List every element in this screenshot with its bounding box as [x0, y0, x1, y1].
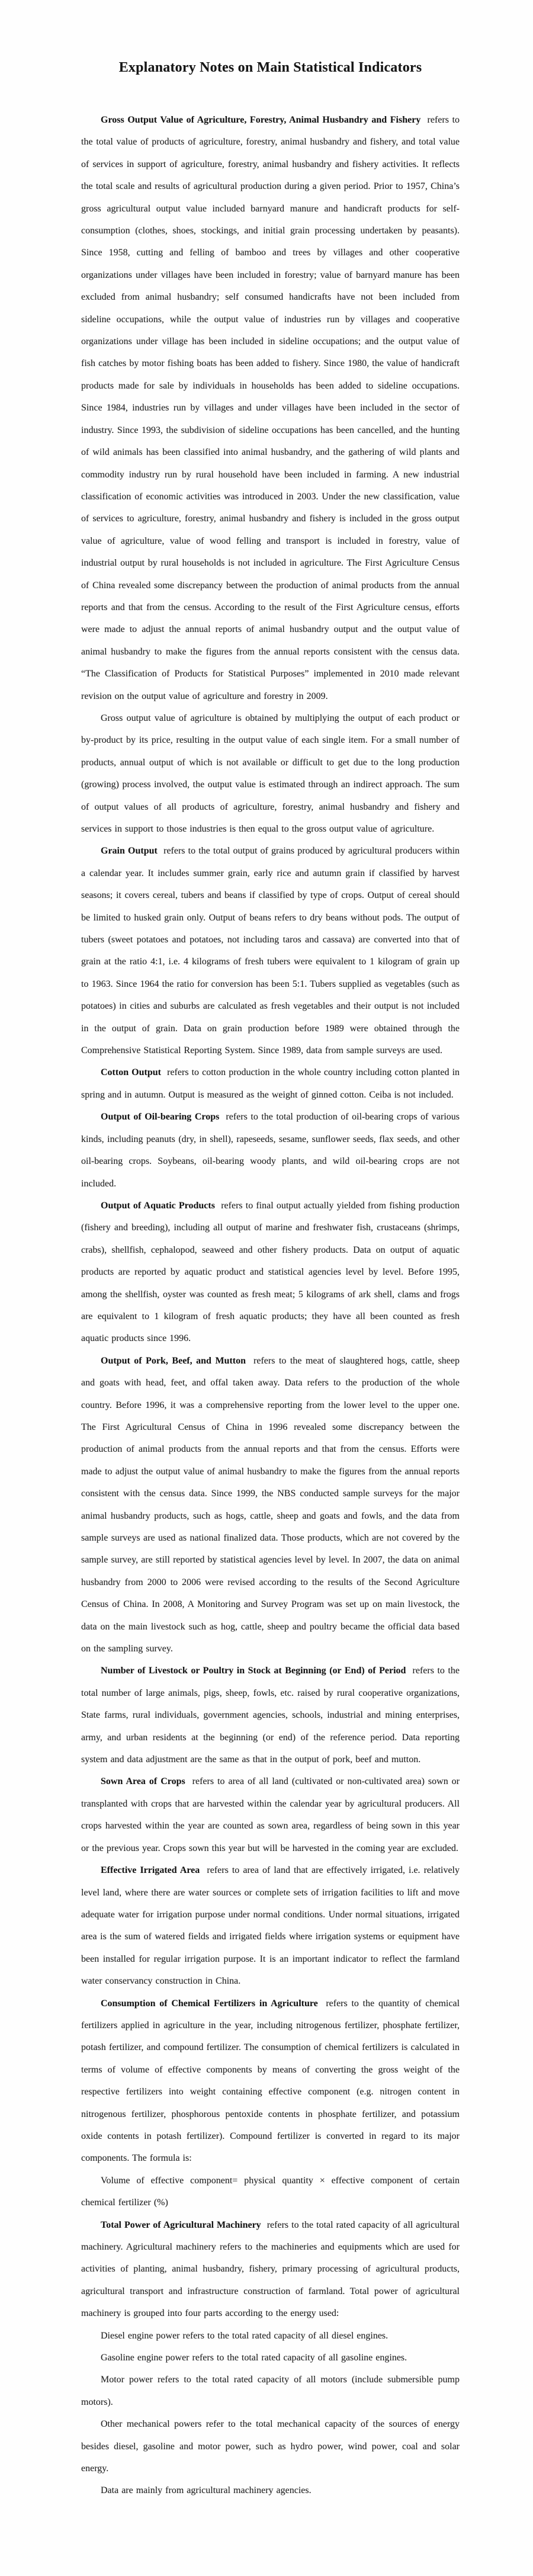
paragraph-text: refers to the total rated capacity of all agricultural machinery. Agricultural machinery refers to the machineries and equipments which are used for activities of planting, animal husbandry, fishery, primary processing of agricultural products, agricultural transport and infrastructure construction of farmland. Total power of agricultural machinery is grouped into four parts according to the energy used:: [81, 2219, 460, 2319]
paragraph-number-of-livestock-or-poultry-in-stock-at-begin: [81, 1660, 460, 1770]
paragraph-text: refers to the meat of slaughtered hogs, cattle, sheep and goats with head, feet, and offal taken away. Data refers to the production of the whole country. Before 1996, it was a comprehensive reporting from the lower level to the upper one. The First Agricultural Census of China in 1996 revealed some discrepancy between the production of animal products from the annual reports and that from the census. Efforts were made to adjust the output value of animal husbandry to make the figures from the annual reports consistent with the census data. Since 1999, the NBS conducted sample surveys for the major animal husbandry products, such as hogs, cattle, sheep and goats and fowls, and the data from sample surveys are used as national finalized data. Those products, which are not covered by the sample survey, are still reported by statistical agencies level by level. In 2007, the data on animal husbandry from 2000 to 2006 were revised according to the results of the Second Agriculture Census of China. In 2008, A Monitoring and Survey Program was set up on main livestock, the data on the main livestock such as hog, cattle, sheep and poultry became the official data based on the sampling survey.: [81, 1355, 460, 1654]
paragraph-17: [81, 2413, 460, 2479]
document-body: [81, 109, 460, 2502]
indicator-term: Cotton Output: [101, 1067, 161, 1078]
paragraph-consumption-of-chemical-fertilizers-in-agricultu: [81, 1993, 460, 2170]
indicator-term: Effective Irrigated Area: [101, 1865, 200, 1876]
indicator-term: Grain Output: [101, 846, 158, 856]
paragraph-text: refers to cotton production in the whole country including cotton planted in spring and in autumn. Output is measured as the weight of ginned cotton. Ceiba is not included.: [81, 1067, 460, 1100]
indicator-term: Output of Aquatic Products: [101, 1200, 215, 1211]
paragraph-gross-output-value-of-agriculture-forestry-anima: [81, 109, 460, 707]
paragraph-grain-output: [81, 840, 460, 1061]
paragraph-text: refers to area of all land (cultivated or non-cultivated area) sown or transplanted with crops that are harvested within the calendar year by agricultural producers. All crops harvested within the year are counted as sown area, regardless of being sown in this year or the previous year. Crops sown this year but will be harvested in the coming year are excluded.: [81, 1776, 460, 1853]
paragraph-total-power-of-agricultural-machinery: [81, 2214, 460, 2325]
paragraph-text: refers to final output actually yielded from fishing production (fishery and breeding), including all output of marine and freshwater fish, crustaceans (shrimps, crabs), shellfish, cephalopod, seaweed and other fishery products. Data on output of aquatic products are reported by aquatic product and statistical agencies level by level. Before 1995, among the shellfish, oyster was counted as fresh meat; 5 kilograms of ark shell, clams and frogs are equivalent to 1 kilogram of fresh aquatic products; they have all been counted as fresh aquatic products since 1996.: [81, 1200, 460, 1344]
document-title: Explanatory Notes on Main Statistical Indicators: [118, 60, 422, 75]
paragraph-text: Volume of effective component= physical quantity × effective component of certain chemical fertilizer (%): [81, 2175, 460, 2208]
indicator-term: Gross Output Value of Agriculture, Forestry, Animal Husbandry and Fishery: [101, 115, 421, 125]
paragraph-12: [81, 2170, 460, 2214]
paragraph-text: Gasoline engine power refers to the total rated capacity of all gasoline engines.: [101, 2353, 407, 2363]
paragraph-text: Diesel engine power refers to the total rated capacity of all diesel engines.: [101, 2330, 388, 2341]
paragraph-output-of-aquatic-products: [81, 1195, 460, 1350]
paragraph-text: refers to the total production of oil-bearing crops of various kinds, including peanuts (dry, in shell), rapeseeds, sesame, sunflower seeds, flax seeds, and other oil-bearing crops. Soybeans, oil-bearing woody plants, and wild oil-bearing crops are not included.: [81, 1112, 460, 1189]
paragraph-14: [81, 2325, 460, 2347]
paragraph-2: [81, 707, 460, 840]
indicator-term: Sown Area of Crops: [101, 1776, 185, 1787]
paragraph-text: Data are mainly from agricultural machinery agencies.: [101, 2485, 312, 2496]
paragraph-text: Other mechanical powers refer to the total mechanical capacity of the sources of energy besides diesel, gasoline and motor power, such as hydro power, wind power, coal and solar energy.: [81, 2419, 460, 2474]
paragraph-text: refers to the total value of products of agriculture, forestry, animal husbandry and fishery, and total value of services in support of agriculture, forestry, animal husbandry and fishery activities. It reflects the total scale and results of agricultural production during a given period. Prior to 1957, China’s gross agricultural output value included barnyard manure and handicraft products for self-consumption (clothes, shoes, stockings, and initial grain processing undertaken by peasants). Since 1958, cutting and felling of bamboo and trees by villages and other cooperative organizations under villages have been included in forestry; value of barnyard manure has been excluded from animal husbandry; self consumed handicrafts have not been included from sideline occupations, while the output value of industries run by villages and cooperative organizations under village has been included in sideline occupations; and the output value of fish catches by motor fishing boats has been added to fishery. Since 1980, the value of handicraft products made for sale by individuals in households has been added to sideline occupations. Since 1984, industries run by villages and under villages have been included in the sector of industry. Since 1993, the subdivision of sideline occupations has been cancelled, and the hunting of wild animals has been classified into animal husbandry, and the gathering of wild plants and commodity industry run by rural household have been included in farming. A new industrial classification of economic activities was introduced in 2003. Under the new classification, value of services to agriculture, forestry, animal husbandry and fishery is included in the gross output value of agriculture, value of wood felling and transport is included in forestry, value of industrial output by rural households is not included in agriculture. The First Agriculture Census of China revealed some discrepancy between the production of animal products from the annual reports and that from the census. According to the result of the First Agriculture census, efforts were made to adjust the annual reports of animal husbandry output and the output value of animal husbandry to make the figures from the annual reports consistent with the census data. “The Classification of Products for Statistical Purposes” implemented in 2010 made relevant revision on the output value of agriculture and forestry in 2009.: [81, 115, 460, 701]
paragraph-output-of-oil-bearing-crops: [81, 1106, 460, 1195]
paragraph-output-of-pork-beef-and-mutton: [81, 1350, 460, 1660]
paragraph-text: refers to the quantity of chemical fertilizers applied in agriculture in the year, including nitrogenous fertilizer, phosphate fertilizer, potash fertilizer, and compound fertilizer. The consumption of chemical fertilizers is calculated in terms of volume of effective components by means of converting the gross weight of the respective fertilizers into weight containing effective component (e.g. nitrogen content in nitrogenous fertilizer, phosphorous pentoxide contents in phosphate fertilizer, and potassium oxide contents in potash fertilizer). Compound fertilizer is converted in regard to its major components. The formula is:: [81, 1998, 460, 2164]
indicator-term: Output of Pork, Beef, and Mutton: [101, 1355, 246, 1366]
paragraph-text: refers to area of land that are effectively irrigated, i.e. relatively level land, where there are water sources or complete sets of irrigation facilities to lift and move adequate water for irrigation purpose under normal conditions. Under normal situations, irrigated area is the sum of watered fields and irrigated fields where irrigation systems or equipment have been installed for regular irrigation purpose. It is an important indicator to reflect the farmland water conservancy construction in China.: [81, 1865, 460, 1987]
paragraph-16: [81, 2369, 460, 2413]
paragraph-text: refers to the total number of large animals, pigs, sheep, fowls, etc. raised by rural cooperative organizations, State farms, rural individuals, government agencies, schools, industrial and mining enterprises, army, and urban residents at the beginning (or end) of the reference period. Data reporting system and data adjustment are the same as that in the output of pork, beef and mutton.: [81, 1666, 460, 1765]
paragraph-18: [81, 2479, 460, 2501]
paragraph-text: refers to the total output of grains produced by agricultural producers within a calendar year. It includes summer grain, early rice and autumn grain if classified by harvest seasons; it covers cereal, tubers and beans if classified by type of crops. Output of cereal should be limited to husked grain only. Output of beans refers to dry beans without pods. The output of tubers (sweet potatoes and potatoes, not including taros and cassava) are converted into that of grain at the ratio 4:1, i.e. 4 kilograms of fresh tubers were equivalent to 1 kilogram of grain up to 1963. Since 1964 the ratio for conversion has been 5:1. Tubers supplied as vegetables (such as potatoes) in cities and suburbs are calculated as fresh vegetables and their output is not included in the output of grain. Data on grain production before 1989 were obtained through the Comprehensive Statistical Reporting System. Since 1989, data from sample surveys are used.: [81, 846, 460, 1056]
paragraph-text: Motor power refers to the total rated capacity of all motors (include submersible pump motors).: [81, 2375, 460, 2407]
paragraph-cotton-output: [81, 1061, 460, 1106]
indicator-term: Output of Oil-bearing Crops: [101, 1112, 220, 1122]
paragraph-text: Gross output value of agriculture is obtained by multiplying the output of each product or by-product by its price, resulting in the output value of each single item. For a small number of products, annual output of which is not available or difficult to get due to the long production (growing) process involved, the output value is estimated through an indirect approach. The sum of output values of all products of agriculture, forestry, animal husbandry and fishery and services in support to those industries is then equal to the gross output value of agriculture.: [81, 713, 460, 834]
indicator-term: Number of Livestock or Poultry in Stock at Beginning (or End) of Period: [101, 1666, 406, 1676]
indicator-term: Consumption of Chemical Fertilizers in Agriculture: [101, 1998, 318, 2009]
paragraph-15: [81, 2347, 460, 2369]
indicator-term: Total Power of Agricultural Machinery: [101, 2219, 261, 2230]
paragraph-effective-irrigated-area: [81, 1859, 460, 1992]
paragraph-sown-area-of-crops: [81, 1770, 460, 1859]
